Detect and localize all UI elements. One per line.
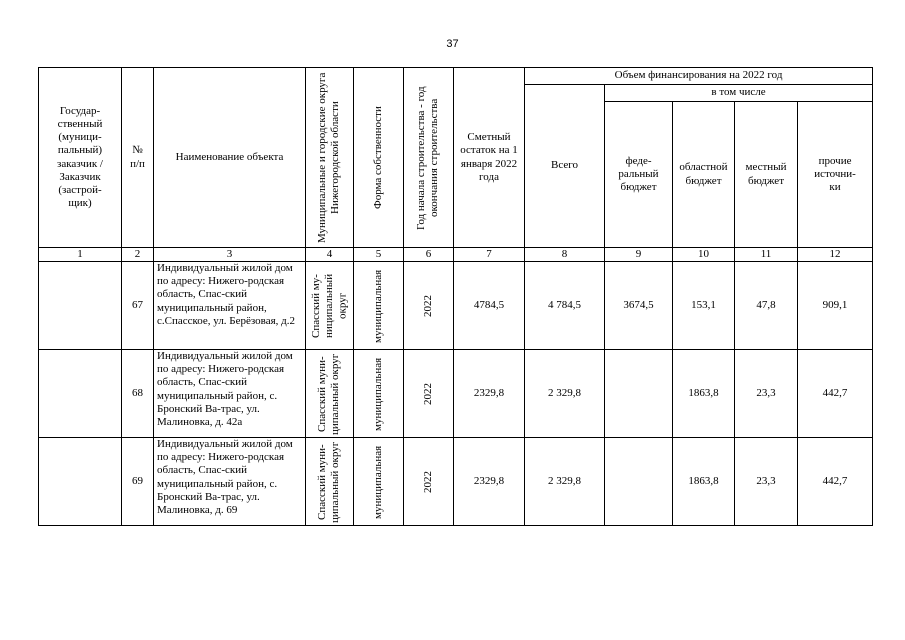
header-object-name bbox=[154, 68, 306, 248]
column-number: 12 bbox=[798, 248, 873, 262]
column-number: 4 bbox=[306, 248, 354, 262]
financing-table bbox=[38, 67, 873, 526]
cell-ownership bbox=[354, 262, 404, 350]
cell-years-text: 2022 bbox=[421, 470, 434, 493]
cell-estimated-balance: 2329,8 bbox=[454, 350, 525, 438]
cell-other: 442,7 bbox=[798, 350, 873, 438]
cell-other: 909,1 bbox=[798, 262, 873, 350]
header-regional bbox=[673, 102, 735, 248]
cell-ownership-text: муниципальная bbox=[371, 444, 384, 519]
cell-object-name: Индивидуальный жилой дом по адресу: Нижего-родская область, Спас-ский муниципальный район, с.Спасское, ул. Берёзовая, д.2 bbox=[154, 262, 306, 350]
header-regional-text: областной бюджет bbox=[679, 161, 728, 187]
header-local bbox=[735, 102, 798, 248]
cell-ownership-text: муниципальная bbox=[371, 356, 384, 431]
cell-regional: 1863,8 bbox=[673, 350, 735, 438]
cell-years bbox=[404, 438, 454, 526]
table-row bbox=[39, 438, 873, 526]
header-local-text: местный бюджет bbox=[745, 161, 787, 187]
column-number: 11 bbox=[735, 248, 798, 262]
cell-num: 68 bbox=[122, 350, 154, 438]
column-number: 3 bbox=[154, 248, 306, 262]
cell-municipality-text: Спасский муни-ципальный округ bbox=[316, 352, 342, 435]
header-municipality-text: Муниципальные и городские округа Нижегородской области bbox=[316, 72, 342, 243]
cell-municipality bbox=[306, 262, 354, 350]
cell-federal bbox=[605, 350, 673, 438]
cell-federal bbox=[605, 438, 673, 526]
header-including-text: в том числе bbox=[711, 86, 766, 99]
header-ownership bbox=[354, 68, 404, 248]
cell-customer bbox=[39, 262, 122, 350]
cell-ownership bbox=[354, 438, 404, 526]
cell-federal: 3674,5 bbox=[605, 262, 673, 350]
cell-years bbox=[404, 262, 454, 350]
header-num-text: № п/п bbox=[130, 144, 145, 170]
header-financing-group-text: Объем финансирования на 2022 год bbox=[614, 69, 783, 82]
cell-customer bbox=[39, 350, 122, 438]
column-number: 8 bbox=[525, 248, 605, 262]
cell-regional: 153,1 bbox=[673, 262, 735, 350]
cell-total: 4 784,5 bbox=[525, 262, 605, 350]
header-ownership-text: Форма собственности bbox=[371, 106, 384, 209]
header-num bbox=[122, 68, 154, 248]
cell-object-name: Индивидуальный жилой дом по адресу: Нижего-родская область, Спас-ский муниципальный район, с. Бронский Ва-трас, ул. Малиновка, д. 69 bbox=[154, 438, 306, 526]
cell-estimated-balance: 2329,8 bbox=[454, 438, 525, 526]
header-other bbox=[798, 102, 873, 248]
header-estimated-balance-text: Сметный остаток на 1 января 2022 года bbox=[460, 131, 518, 183]
cell-municipality bbox=[306, 438, 354, 526]
cell-other: 442,7 bbox=[798, 438, 873, 526]
column-number-row bbox=[39, 248, 873, 262]
cell-municipality-text: Спасский муни-ципальный округ bbox=[316, 440, 342, 523]
cell-num: 69 bbox=[122, 438, 154, 526]
table-row bbox=[39, 262, 873, 350]
cell-years-text: 2022 bbox=[421, 294, 434, 317]
header-federal bbox=[605, 102, 673, 248]
cell-ownership-text: муниципальная bbox=[371, 268, 384, 343]
header-years-text: Год начала строительства - год окончания строительства bbox=[415, 85, 441, 230]
cell-municipality bbox=[306, 350, 354, 438]
cell-object-name: Индивидуальный жилой дом по адресу: Нижего-родская область, Спас-ский муниципальный район, с. Бронский Ва-трас, ул. Малиновка, д. 42а bbox=[154, 350, 306, 438]
header-other-text: прочие источни- ки bbox=[814, 154, 856, 194]
header-total-text: Всего bbox=[551, 159, 578, 172]
cell-local: 23,3 bbox=[735, 438, 798, 526]
cell-regional: 1863,8 bbox=[673, 438, 735, 526]
cell-total: 2 329,8 bbox=[525, 438, 605, 526]
column-number: 7 bbox=[454, 248, 525, 262]
column-number: 2 bbox=[122, 248, 154, 262]
column-number: 9 bbox=[605, 248, 673, 262]
cell-years-text: 2022 bbox=[421, 382, 434, 405]
column-number: 5 bbox=[354, 248, 404, 262]
cell-local: 47,8 bbox=[735, 262, 798, 350]
cell-estimated-balance: 4784,5 bbox=[454, 262, 525, 350]
cell-years bbox=[404, 350, 454, 438]
column-number: 1 bbox=[39, 248, 122, 262]
cell-ownership bbox=[354, 350, 404, 438]
header-years bbox=[404, 68, 454, 248]
cell-municipality-text: Спасский му-ниципальный округ bbox=[309, 273, 349, 338]
cell-num: 67 bbox=[122, 262, 154, 350]
header-including bbox=[605, 85, 873, 102]
header-municipality bbox=[306, 68, 354, 248]
cell-total: 2 329,8 bbox=[525, 350, 605, 438]
column-number: 10 bbox=[673, 248, 735, 262]
header-total bbox=[525, 85, 605, 248]
header-customer-text: Государ- ственный (муници- пальный) заказчик / Заказчик (застрой- щик) bbox=[57, 104, 103, 210]
header-object-name-text: Наименование объекта bbox=[175, 150, 284, 163]
header-federal-text: феде- ральный бюджет bbox=[618, 154, 659, 194]
header-financing-group bbox=[525, 68, 873, 85]
header-estimated-balance bbox=[454, 68, 525, 248]
header-customer bbox=[39, 68, 122, 248]
page-number: 37 bbox=[446, 38, 459, 50]
cell-customer bbox=[39, 438, 122, 526]
cell-local: 23,3 bbox=[735, 350, 798, 438]
table-row bbox=[39, 350, 873, 438]
column-number: 6 bbox=[404, 248, 454, 262]
